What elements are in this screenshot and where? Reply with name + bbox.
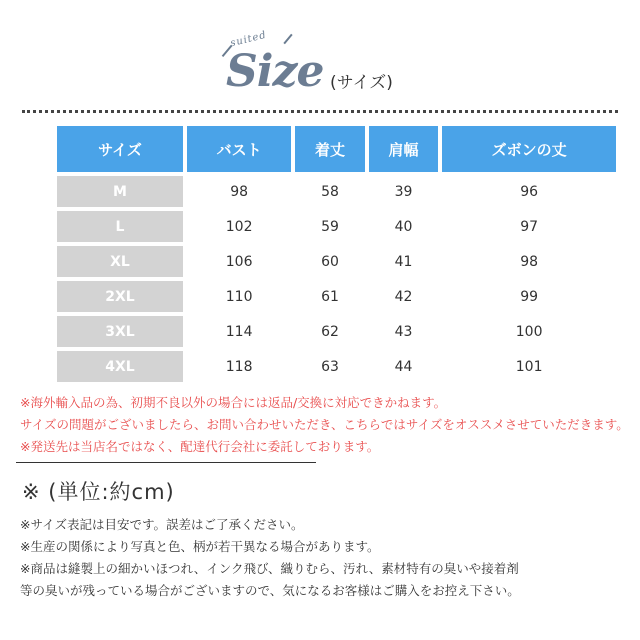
size-label: XL bbox=[57, 246, 183, 277]
size-label: M bbox=[57, 176, 183, 207]
table-cell: 106 bbox=[225, 253, 253, 270]
table-cell: 102 bbox=[225, 218, 253, 235]
note-line: ※商品は縫製上の細かいほつれ、インク飛び、織りむら、汚れ、素材特有の臭いや接着剤 bbox=[20, 561, 519, 576]
note-line: 等の臭いが残っている場合がございますので、気になるお客様はご購入をお控え下さい。 bbox=[20, 583, 520, 598]
logo-dash bbox=[283, 34, 292, 44]
table-cell: 44 bbox=[394, 358, 413, 375]
unit-label: ※ (単位:約cm) bbox=[22, 480, 175, 504]
table-cell: 41 bbox=[394, 253, 413, 270]
notice-line: ※発送先は当店名ではなく、配達代行会社に委託しております。 bbox=[20, 439, 380, 454]
table-cell: 58 bbox=[321, 183, 339, 200]
table-cell: 98 bbox=[520, 253, 539, 270]
section-divider bbox=[16, 462, 316, 463]
table-row bbox=[57, 281, 616, 312]
table-cell: 98 bbox=[230, 183, 249, 200]
table-row bbox=[57, 351, 616, 382]
table-header-row bbox=[57, 126, 616, 172]
table-cell: 96 bbox=[520, 183, 539, 200]
size-label: 2XL bbox=[57, 281, 183, 312]
note-line: ※生産の関係により写真と色、柄が若干異なる場合があります。 bbox=[20, 539, 380, 554]
table-cell: 100 bbox=[515, 323, 543, 340]
logo-subtitle: (サイズ) bbox=[330, 73, 393, 93]
table-cell: 110 bbox=[225, 288, 253, 305]
table-cell: 61 bbox=[321, 288, 339, 305]
table-cell: 39 bbox=[394, 183, 413, 200]
table-row bbox=[57, 246, 616, 277]
table-cell: 62 bbox=[321, 323, 339, 340]
size-logo bbox=[212, 28, 432, 108]
table-cell: 118 bbox=[225, 358, 253, 375]
table-cell: 97 bbox=[520, 218, 539, 235]
table-row bbox=[57, 176, 616, 207]
notice-line: サイズの問題がございましたら、お問い合わせいただき、こちらではサイズをオススメさせていただきます。 bbox=[20, 417, 629, 432]
table-row bbox=[57, 211, 616, 242]
logo-script-text: suited bbox=[229, 29, 268, 50]
notice-line: ※海外輸入品の為、初期不良以外の場合には返品/交換に対応できかねます。 bbox=[20, 395, 447, 410]
header-size: サイズ bbox=[57, 126, 183, 172]
table-row bbox=[57, 316, 616, 347]
note-line: ※サイズ表記は目安です。誤差はご了承ください。 bbox=[20, 517, 304, 532]
header-pants-length: ズボンの丈 bbox=[442, 126, 616, 172]
table-cell: 43 bbox=[394, 323, 413, 340]
size-table bbox=[53, 122, 620, 386]
header-length: 着丈 bbox=[295, 126, 365, 172]
table-cell: 63 bbox=[321, 358, 339, 375]
logo-title: Size bbox=[226, 46, 324, 97]
header-bust: バスト bbox=[187, 126, 291, 172]
table-cell: 101 bbox=[515, 358, 543, 375]
table-cell: 40 bbox=[394, 218, 413, 235]
dotted-divider bbox=[22, 110, 618, 113]
size-label: 3XL bbox=[57, 316, 183, 347]
size-label: L bbox=[57, 211, 183, 242]
table-cell: 42 bbox=[394, 288, 413, 305]
table-cell: 114 bbox=[225, 323, 253, 340]
size-label: 4XL bbox=[57, 351, 183, 382]
table-cell: 99 bbox=[520, 288, 539, 305]
header-shoulder: 肩幅 bbox=[369, 126, 439, 172]
table-cell: 60 bbox=[321, 253, 339, 270]
table-cell: 59 bbox=[321, 218, 339, 235]
